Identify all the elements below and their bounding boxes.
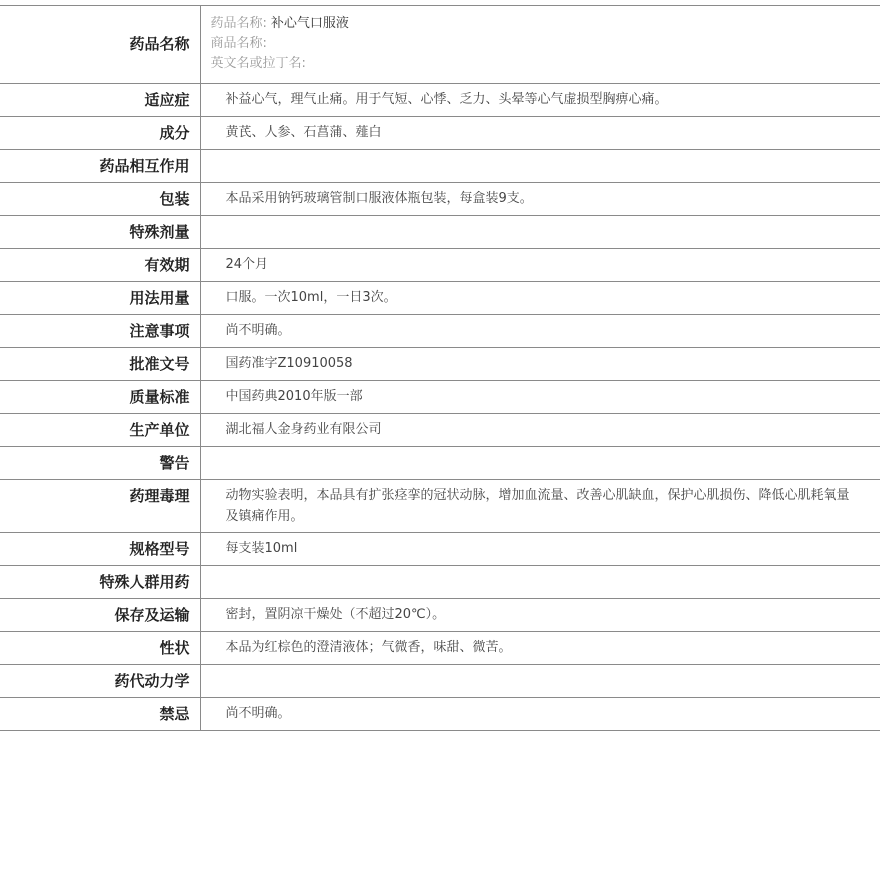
row-value-contraindications: 尚不明确。	[200, 698, 880, 731]
spec-row-packaging	[0, 183, 880, 216]
drug-name-line	[211, 14, 871, 34]
row-value-warning	[200, 447, 880, 480]
row-value-special-dosage	[200, 216, 880, 249]
row-label-precautions: 注意事项	[0, 315, 200, 348]
drug-spec-table	[0, 5, 880, 731]
row-label-storage: 保存及运输	[0, 599, 200, 632]
row-value-pharmacology: 动物实验表明，本品具有扩张痉挛的冠状动脉，增加血流量、改善心肌缺血，保护心肌损伤、降低心肌耗氧量及镇痛作用。	[200, 480, 880, 533]
row-label-pharmacokinetics: 药代动力学	[0, 665, 200, 698]
row-label-warning: 警告	[0, 447, 200, 480]
row-label-manufacturer: 生产单位	[0, 414, 200, 447]
row-value-interactions	[200, 150, 880, 183]
name-block	[200, 6, 880, 84]
row-label-standard: 质量标准	[0, 381, 200, 414]
row-value-special-groups	[200, 566, 880, 599]
row-label-indications: 适应症	[0, 84, 200, 117]
row-value-indications: 补益心气，理气止痛。用于气短、心悸、乏力、头晕等心气虚损型胸痹心痛。	[200, 84, 880, 117]
spec-row-special-dosage	[0, 216, 880, 249]
row-value-approval: 国药准字Z10910058	[200, 348, 880, 381]
spec-row-pharmacology	[0, 480, 880, 533]
row-label-special-groups: 特殊人群用药	[0, 566, 200, 599]
spec-row-manufacturer	[0, 414, 880, 447]
row-label-interactions: 药品相互作用	[0, 150, 200, 183]
row-label-shelf-life: 有效期	[0, 249, 200, 282]
row-value-precautions: 尚不明确。	[200, 315, 880, 348]
row-value-standard: 中国药典2010年版一部	[200, 381, 880, 414]
row-value-appearance: 本品为红棕色的澄清液体；气微香，味甜、微苦。	[200, 632, 880, 665]
row-value-pharmacokinetics	[200, 665, 880, 698]
row-label-special-dosage: 特殊剂量	[0, 216, 200, 249]
row-label-contraindications: 禁忌	[0, 698, 200, 731]
row-value-storage: 密封，置阴凉干燥处（不超过20℃）。	[200, 599, 880, 632]
row-value-ingredients: 黄芪、人参、石菖蒲、薤白	[200, 117, 880, 150]
row-label-specification: 规格型号	[0, 533, 200, 566]
spec-row-approval	[0, 348, 880, 381]
row-label-drug-name: 药品名称	[0, 6, 200, 84]
spec-row-standard	[0, 381, 880, 414]
spec-row-storage	[0, 599, 880, 632]
row-label-approval: 批准文号	[0, 348, 200, 381]
trade-name-line	[211, 34, 871, 54]
spec-row-shelf-life	[0, 249, 880, 282]
spec-row-special-groups	[0, 566, 880, 599]
spec-row-drug-name	[0, 6, 880, 84]
drug-name-field-label: 药品名称:	[210, 16, 267, 31]
spec-row-precautions	[0, 315, 880, 348]
spec-row-specification	[0, 533, 880, 566]
row-value-shelf-life: 24个月	[200, 249, 880, 282]
spec-row-usage	[0, 282, 880, 315]
spec-row-pharmacokinetics	[0, 665, 880, 698]
english-name-line	[211, 54, 871, 74]
spec-row-warning	[0, 447, 880, 480]
spec-row-ingredients	[0, 117, 880, 150]
row-label-pharmacology: 药理毒理	[0, 480, 200, 533]
row-label-ingredients: 成分	[0, 117, 200, 150]
drug-name-field-value: 补心气口服液	[270, 16, 349, 31]
row-label-packaging: 包装	[0, 183, 200, 216]
row-value-manufacturer: 湖北福人金身药业有限公司	[200, 414, 880, 447]
trade-name-field-label: 商品名称:	[210, 36, 267, 51]
row-value-packaging: 本品采用钠钙玻璃管制口服液体瓶包装，每盒装9支。	[200, 183, 880, 216]
english-name-field-label: 英文名或拉丁名:	[210, 56, 306, 71]
spec-row-indications	[0, 84, 880, 117]
spec-row-interactions	[0, 150, 880, 183]
row-label-usage: 用法用量	[0, 282, 200, 315]
spec-row-contraindications	[0, 698, 880, 731]
row-label-appearance: 性状	[0, 632, 200, 665]
spec-row-appearance	[0, 632, 880, 665]
row-value-usage: 口服。一次10ml，一日3次。	[200, 282, 880, 315]
row-value-specification: 每支装10ml	[200, 533, 880, 566]
